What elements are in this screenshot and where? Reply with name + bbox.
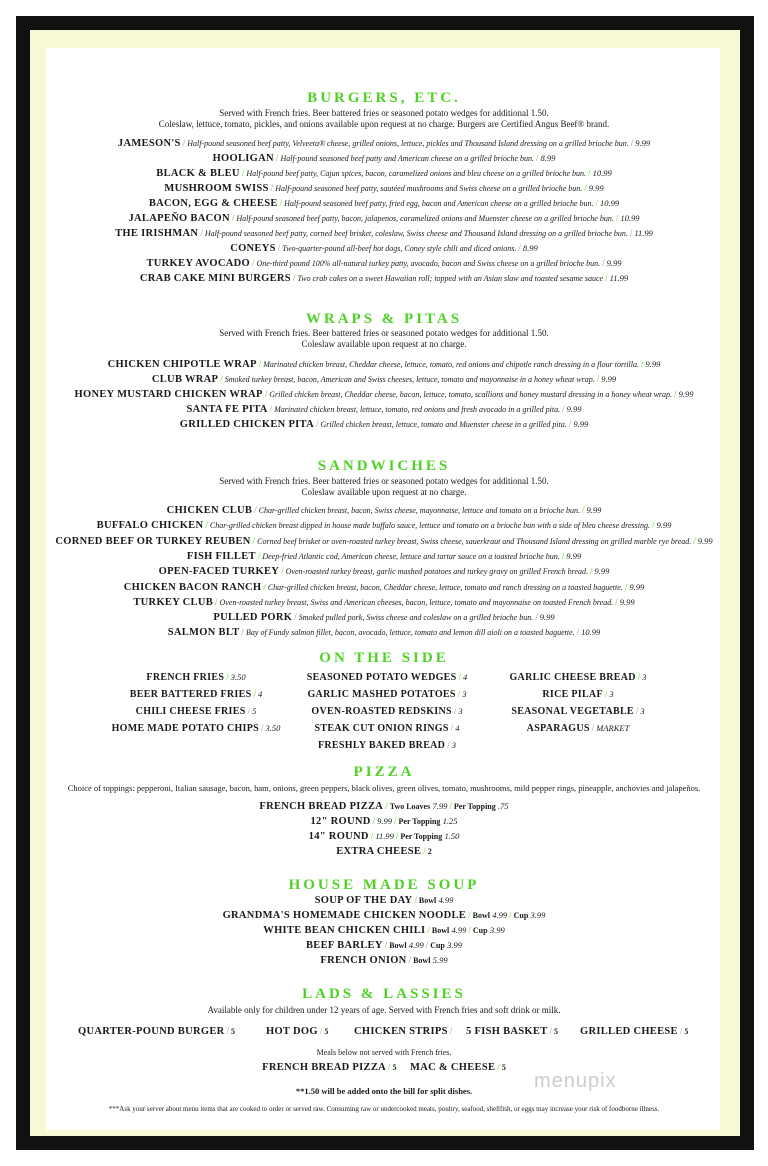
item-price: 11.99	[609, 273, 629, 283]
item-name: CHICKEN CLUB	[166, 505, 253, 516]
item-description: Grilled chicken breast, lettuce, tomato and Muenster cheese in a grilled pita.	[320, 420, 567, 429]
menu-item: JAMESON'S / Half-pound seasoned beef patty, Velveeta® cheese, grilled onions, lettuce, pickles and Thousand Island dressing on a grilled brioche bun. / 9.99	[117, 138, 651, 149]
item-description: Half-pound seasoned beef patty and American cheese on a grilled brioche bun.	[280, 154, 535, 163]
item-name: JALAPEÑO BACON	[128, 213, 230, 224]
menu-item-12-round: 12" ROUND / 9.99 / Per Topping 1.25	[310, 816, 458, 827]
menu-item: SALMON BLT / Bay of Fundy salmon fillet, bacon, avocado, lettuce, tomato and lemon dill aioli on a toasted baguette. / 10.99	[167, 627, 601, 639]
item-price: 9.99	[573, 419, 589, 429]
sides-column-3	[488, 672, 668, 740]
side-item: BEER BATTERED FRIES / 4	[129, 689, 263, 700]
item-price: 9.99	[619, 596, 635, 607]
kids-item-chicken-strips: CHICKEN STRIPS /	[354, 1026, 453, 1037]
item-name: CONEYS	[230, 243, 276, 254]
menu-item: BUFFALO CHICKEN / Char-grilled chicken breast dipped in house made buffalo sauce, lettuce and tomato on a brioche bun with a side of bleu cheese dressing. / 9.99	[96, 520, 672, 532]
watermark-logo: menupix	[534, 1070, 617, 1092]
item-name: CORNED BEEF OR TURKEY REUBEN	[55, 535, 251, 547]
side-item: GARLIC CHEESE BREAD / 3	[509, 672, 647, 683]
item-name: JAMESON'S	[117, 138, 181, 149]
menu-item: PULLED PORK / Smoked pulled pork, Swiss cheese and coleslaw on a grilled brioche bun. / 9.99	[213, 612, 555, 624]
section-title-soup: HOUSE MADE SOUP	[288, 877, 480, 893]
kids-items-no-fries: FRENCH BREAD PIZZA / 5 MAC & CHEESE / 5	[262, 1062, 506, 1073]
item-description: Deep-fried Atlantic cod, American cheese, lettuce and tartar sauce on a toasted brioche bun.	[262, 551, 560, 561]
item-description: Char-grilled chicken breast, bacon, Cheddar cheese, lettuce, tomato and ranch dressing on a toasted baguette.	[267, 582, 623, 592]
item-price: 9.99	[588, 183, 604, 193]
menu-item-french-onion: FRENCH ONION / Bowl 5.99	[320, 955, 448, 966]
menu-item: CHICKEN CLUB / Char-grilled chicken breast, bacon, Swiss cheese, mayonnaise, lettuce and tomato on a brioche bun. / 9.99	[166, 505, 602, 516]
item-description: Half-pound seasoned beef patty, bacon, jalapenos, caramelized onions and Muenster cheese on a grilled brioche bun.	[236, 214, 614, 223]
section-title-wraps: WRAPS & PITAS	[305, 311, 463, 327]
pizza-intro: Choice of toppings: pepperoni, Italian sausage, bacon, ham, onions, green peppers, black olives, green olives, tomato, mushrooms, mild pepper rings, pineapple, anchovies and jalapeños.	[67, 783, 701, 793]
item-name: CLUB WRAP	[151, 374, 219, 385]
wraps-intro: Served with French fries. Beer battered fries or seasoned potato wedges for additional 1.50. Coleslaw available upon request at no charge.	[219, 328, 549, 349]
item-name: FISH FILLET	[186, 550, 256, 562]
menu-item-beef-barley: BEEF BARLEY / Bowl 4.99 / Cup 3.99	[305, 940, 463, 951]
menu-item: CORNED BEEF OR TURKEY REUBEN / Corned beef brisket or oven-roasted turkey breast, Swiss cheese, sauerkraut and Thousand Island dressing on grilled marble rye bread. / 9.99	[55, 535, 713, 547]
menu-item: TURKEY AVOCADO / One-third pound 100% all-natural turkey patty, avocado, bacon and Swiss cheese on a grilled brioche bun. / 9.99	[146, 258, 622, 269]
menu-item: CHICKEN BACON RANCH / Char-grilled chicken breast, bacon, Cheddar cheese, lettuce, tomato and ranch dressing on a toasted baguette. / 9.99	[123, 581, 645, 593]
side-item: ASPARAGUS / MARKET	[526, 723, 630, 734]
item-price: 8.99	[540, 153, 556, 163]
kids-item-burger: QUARTER-POUND BURGER / 5	[78, 1026, 236, 1037]
menu-item: CONEYS / Two-quarter-pound all-beef hot dogs, Coney style chili and diced onions. / 8.99	[230, 243, 538, 254]
item-name: BUFFALO CHICKEN	[96, 520, 204, 532]
item-description: Oven-roasted turkey breast, garlic mashed potatoes and turkey gravy on grilled French bread.	[285, 567, 588, 577]
item-name: SANTA FE PITA	[186, 404, 268, 415]
menu-item: TURKEY CLUB / Oven-roasted turkey breast, Swiss and American cheeses, bacon, lettuce, tomato and mayonnaise on toasted French bread. / 9.99	[133, 596, 635, 608]
item-price: 11.99	[634, 228, 653, 238]
item-name: CRAB CAKE MINI BURGERS	[139, 273, 291, 284]
item-price: 10.99	[600, 198, 620, 208]
item-price: 9.99	[635, 138, 651, 148]
side-item: SEASONAL VEGETABLE / 3	[511, 706, 645, 717]
item-description: Smoked turkey breast, bacon, American and Swiss cheeses, lettuce, tomato and mayonnaise in a honey wheat wrap.	[224, 375, 595, 384]
split-dish-note: **1.50 will be added onto the bill for split dishes.	[295, 1086, 473, 1096]
item-name: BLACK & BLEU	[156, 168, 240, 179]
menu-item: BACON, EGG & CHEESE / Half-pound seasoned beef patty, fried egg, bacon and American cheese on a grilled brioche bun. / 10.99	[148, 198, 620, 209]
kids-intro: Available only for children under 12 years of age. Served with French fries and soft drink or milk.	[207, 1005, 561, 1015]
menu-item: OPEN-FACED TURKEY / Oven-roasted turkey breast, garlic mashed potatoes and turkey gravy on grilled French bread. / 9.99	[158, 566, 610, 578]
item-price: 9.99	[606, 258, 622, 268]
item-name: THE IRISHMAN	[115, 228, 199, 239]
side-item: FRENCH FRIES / 3.50	[146, 672, 246, 683]
menu-item-french-bread-pizza: FRENCH BREAD PIZZA / Two Loaves 7.99 / Per Topping .75	[259, 801, 509, 812]
item-price: 10.99	[581, 627, 601, 638]
item-name: TURKEY CLUB	[133, 596, 214, 608]
section-title-pizza: PIZZA	[353, 764, 415, 780]
item-name: MUSHROOM SWISS	[164, 183, 269, 194]
item-price: 9.99	[645, 359, 661, 369]
item-description: Half-pound seasoned beef patty, fried egg, bacon and American cheese on a grilled brioche bun.	[284, 199, 594, 208]
item-description: Grilled chicken breast, Cheddar cheese, bacon, lettuce, tomato, scallions and honey mustard dressing in a honey wheat wrap.	[269, 390, 673, 399]
item-price: 9.99	[594, 566, 610, 577]
item-description: Half-pound seasoned beef patty, sautéed mushrooms and Swiss cheese on a grilled brioche bun.	[275, 184, 583, 193]
menu-item: CRAB CAKE MINI BURGERS / Two crab cakes on a sweet Hawaiian roll; topped with an Asian slaw and toasted sesame sauce / 11.99	[139, 273, 629, 284]
section-title-sandwiches: SANDWICHES	[317, 458, 451, 474]
item-price: 9.99	[656, 520, 672, 531]
item-name: TURKEY AVOCADO	[146, 258, 250, 269]
side-item: OVEN-ROASTED REDSKINS / 3	[311, 706, 463, 717]
menu-item: CLUB WRAP / Smoked turkey breast, bacon, American and Swiss cheeses, lettuce, tomato and mayonnaise in a honey wheat wrap. / 9.99	[151, 374, 617, 385]
menu-item-white-bean-chili: WHITE BEAN CHICKEN CHILI / Bowl 4.99 / Cup 3.99	[263, 925, 505, 936]
sandwiches-intro: Served with French fries. Beer battered fries or seasoned potato wedges for additional 1.50. Coleslaw available upon request at no charge.	[219, 476, 549, 497]
item-price: 9.99	[678, 389, 694, 399]
kids-note: Meals below not served with French fries.	[316, 1048, 452, 1057]
menu-item-chicken-noodle: GRANDMA'S HOMEMADE CHICKEN NOODLE / Bowl 4.99 / Cup 3.99	[222, 910, 546, 921]
item-name: HOOLIGAN	[212, 153, 274, 164]
item-price: 9.99	[601, 374, 617, 384]
item-name: GRILLED CHICKEN PITA	[179, 419, 314, 430]
item-description: Half-pound seasoned beef patty, Velveeta® cheese, grilled onions, lettuce, pickles and Thousand Island dressing on a grilled brioche bun.	[187, 139, 629, 148]
item-description: Bay of Fundy salmon fillet, bacon, avocado, lettuce, tomato and lemon dill aioli on a toasted baguette.	[246, 628, 575, 638]
side-item: GARLIC MASHED POTATOES / 3	[307, 689, 467, 700]
item-price: 10.99	[620, 213, 640, 223]
section-title-sides: ON THE SIDE	[319, 650, 449, 666]
item-description: Half-pound beef patty, Cajun spices, bacon, caramelized onions and bleu cheese on a grilled brioche bun.	[246, 169, 587, 178]
side-item: SEASONED POTATO WEDGES / 4	[306, 672, 468, 683]
item-description: Corned beef brisket or oven-roasted turkey breast, Swiss cheese, sauerkraut and Thousand Island dressing on grilled marble rye bread.	[257, 536, 692, 546]
menu-item: GRILLED CHICKEN PITA / Grilled chicken breast, lettuce, tomato and Muenster cheese in a grilled pita. / 9.99	[179, 419, 589, 430]
item-description: Two-quarter-pound all-beef hot dogs, Coney style chili and diced onions.	[282, 244, 517, 253]
menu-item: MUSHROOM SWISS / Half-pound seasoned beef patty, sautéed mushrooms and Swiss cheese on a grilled brioche bun. / 9.99	[164, 183, 604, 194]
item-description: Oven-roasted turkey breast, Swiss and American cheeses, bacon, lettuce, tomato and mayonnaise on toasted French bread.	[219, 597, 614, 607]
kids-item-grilled-cheese: GRILLED CHEESE / 5	[580, 1026, 689, 1037]
menu-item: HOOLIGAN / Half-pound seasoned beef patty and American cheese on a grilled brioche bun. / 8.99	[212, 153, 556, 164]
menu-item: HONEY MUSTARD CHICKEN WRAP / Grilled chicken breast, Cheddar cheese, bacon, lettuce, tomato, scallions and honey mustard dressing in a honey wheat wrap. / 9.99	[74, 389, 694, 400]
item-price: 10.99	[592, 168, 612, 178]
kids-item-hot-dog: HOT DOG / 5	[266, 1026, 329, 1037]
item-price: 9.99	[539, 612, 555, 623]
item-name: OPEN-FACED TURKEY	[158, 566, 280, 578]
item-name: SALMON BLT	[167, 627, 240, 639]
section-title-burgers: BURGERS, ETC.	[307, 90, 461, 106]
menu-item: SANTA FE PITA / Marinated chicken breast, lettuce, tomato, red onions and fresh avocado in a grilled pita. / 9.99	[186, 404, 582, 415]
side-item: RICE PILAF / 3	[542, 689, 614, 700]
item-description: One-third pound 100% all-natural turkey patty, avocado, bacon and Swiss cheese on a grilled brioche bun.	[256, 259, 601, 268]
side-item: CHILI CHEESE FRIES / 5	[135, 706, 257, 717]
side-item: FRESHLY BAKED BREAD / 3	[318, 740, 456, 751]
item-price: 9.99	[566, 404, 582, 414]
burgers-intro: Served with French fries. Beer battered fries or seasoned potato wedges for additional 1.50. Coleslaw, lettuce, tomato, pickles, and onions available upon request at no charge. Burgers are Certified Angus Beef® brand.	[158, 108, 610, 129]
item-description: Marinated chicken breast, lettuce, tomato, red onions and fresh avocado in a grilled pita.	[274, 405, 561, 414]
item-name: CHICKEN CHIPOTLE WRAP	[107, 359, 257, 370]
side-item: HOME MADE POTATO CHIPS / 3.50	[111, 723, 281, 734]
item-description: Char-grilled chicken breast dipped in house made buffalo sauce, lettuce and tomato on a brioche bun with a side of bleu cheese dressing.	[209, 521, 650, 531]
item-name: BACON, EGG & CHEESE	[148, 198, 278, 209]
menu-item: CHICKEN CHIPOTLE WRAP / Marinated chicken breast, Cheddar cheese, lettuce, tomato, red onions and chipotle ranch dressing in a flour tortilla. / 9.99	[107, 359, 661, 370]
item-price: 9.99	[566, 550, 582, 561]
menu-item-extra-cheese: EXTRA CHEESE / 2	[336, 846, 432, 857]
item-name: CHICKEN BACON RANCH	[123, 581, 262, 593]
item-price: 9.99	[697, 535, 713, 546]
item-description: Marinated chicken breast, Cheddar cheese, lettuce, tomato, red onions and chipotle ranch dressing in a flour tortilla.	[263, 360, 639, 369]
item-description: Smoked pulled pork, Swiss cheese and coleslaw on a grilled brioche bun.	[298, 613, 534, 623]
item-description: Char-grilled chicken breast, bacon, Swiss cheese, mayonnaise, lettuce and tomato on a brioche bun.	[258, 506, 580, 515]
item-name: PULLED PORK	[213, 612, 293, 624]
menu-item: JALAPEÑO BACON / Half-pound seasoned beef patty, bacon, jalapenos, caramelized onions and Muenster cheese on a grilled brioche bun. / 10.99	[128, 213, 640, 224]
item-price: 9.99	[586, 505, 602, 515]
item-price: 8.99	[522, 243, 538, 253]
menu-item: THE IRISHMAN / Half-pound seasoned beef patty, corned beef brisket, coleslaw, Swiss cheese and Thousand Island dressing on a grilled brioche bun. / 11.99	[115, 228, 653, 239]
section-title-kids: LADS & LASSIES	[302, 986, 466, 1002]
sides-column-2	[282, 672, 492, 757]
menu-item: BLACK & BLEU / Half-pound beef patty, Cajun spices, bacon, caramelized onions and bleu cheese on a grilled brioche bun. / 10.99	[156, 168, 612, 179]
item-price: 9.99	[629, 581, 645, 592]
item-description: Two crab cakes on a sweet Hawaiian roll; topped with an Asian slaw and toasted sesame sauce	[297, 274, 604, 283]
menu-item: FISH FILLET / Deep-fried Atlantic cod, American cheese, lettuce and tartar sauce on a toasted brioche bun. / 9.99	[186, 550, 582, 562]
item-name: HONEY MUSTARD CHICKEN WRAP	[74, 389, 263, 400]
menu-item-soup-of-the-day: SOUP OF THE DAY / Bowl 4.99	[314, 895, 454, 906]
item-description: Half-pound seasoned beef patty, corned beef brisket, coleslaw, Swiss cheese and Thousand Island dressing on a grilled brioche bun.	[204, 229, 628, 238]
menu-item-14-round: 14" ROUND / 11.99 / Per Topping 1.50	[308, 831, 460, 842]
sides-column-1	[96, 672, 296, 740]
side-item: STEAK CUT ONION RINGS / 4	[314, 723, 460, 734]
raw-food-disclaimer: ***Ask your server about menu items that are cooked to order or served raw. Consuming raw or undercooked meats, poultry, seafood, shellfish, or eggs may increase your risk of foodborne illness.	[108, 1105, 660, 1113]
kids-item-fish-basket: 5 FISH BASKET / 5	[466, 1026, 559, 1037]
